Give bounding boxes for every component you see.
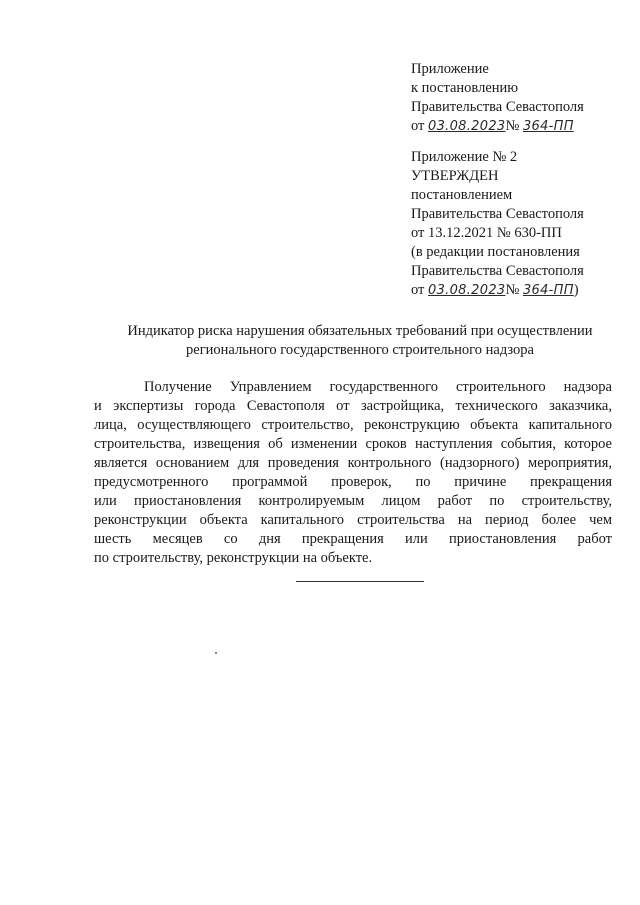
approval-date-line: [411, 281, 584, 300]
paragraph-line: или приостановления контролируемым лицом работ по строительству,: [94, 493, 612, 509]
paragraph-line: предусмотренного программой проверок, по причине прекращения: [94, 474, 612, 490]
paragraph-line: строительства, извещения об изменении сроков наступления события, которое: [94, 436, 612, 452]
approval-line: (в редакции постановления: [411, 244, 580, 260]
handwritten-date: 03.08.2023: [428, 119, 506, 134]
approval-header: [411, 148, 584, 300]
appendix-line: Приложение: [411, 61, 489, 77]
paragraph-line: шесть месяцев со дня прекращения или приостановления работ: [94, 531, 612, 547]
paragraph-line: по строительству, реконструкции на объекте.: [94, 550, 373, 566]
paragraph-line: реконструкции объекта капитального строительства на период более чем: [94, 512, 612, 528]
approval-line: Приложение № 2: [411, 149, 518, 165]
body-paragraph: [94, 378, 612, 568]
appendix-date-line: [411, 117, 584, 136]
number-prefix: №: [505, 282, 523, 298]
approval-line: Правительства Севастополя: [411, 263, 584, 279]
approval-line: Правительства Севастополя: [411, 206, 584, 222]
date-prefix: от: [411, 282, 429, 298]
appendix-header: [411, 60, 584, 136]
paragraph-line: и экспертизы города Севастополя от застройщика, технического заказчика,: [94, 398, 612, 414]
appendix-line: к постановлению: [411, 80, 519, 96]
approval-line: от 13.12.2021 № 630-ПП: [411, 225, 562, 241]
approval-line: постановлением: [411, 187, 513, 203]
scan-speck: [215, 652, 217, 654]
handwritten-number: 364-ПП: [522, 283, 574, 298]
handwritten-date: 03.08.2023: [428, 283, 506, 298]
date-prefix: от: [411, 118, 429, 134]
document-title: [0, 322, 640, 360]
closing-paren: ): [573, 282, 579, 298]
appendix-line: Правительства Севастополя: [411, 99, 584, 115]
handwritten-number: 364-ПП: [522, 119, 574, 134]
paragraph-line: лица, осуществляющего строительство, реконструкцию объекта капитального: [94, 417, 612, 433]
approval-line: УТВЕРЖДЕН: [411, 168, 499, 184]
paragraph-line: является основанием для проведения контрольного (надзорного) мероприятия,: [94, 455, 612, 471]
closing-rule: [296, 581, 424, 582]
number-prefix: №: [505, 118, 523, 134]
title-line: регионального государственного строительного надзора: [186, 342, 534, 358]
paragraph-line: Получение Управлением государственного строительного надзора: [144, 379, 612, 395]
title-line: Индикатор риска нарушения обязательных требований при осуществлении: [127, 323, 593, 339]
